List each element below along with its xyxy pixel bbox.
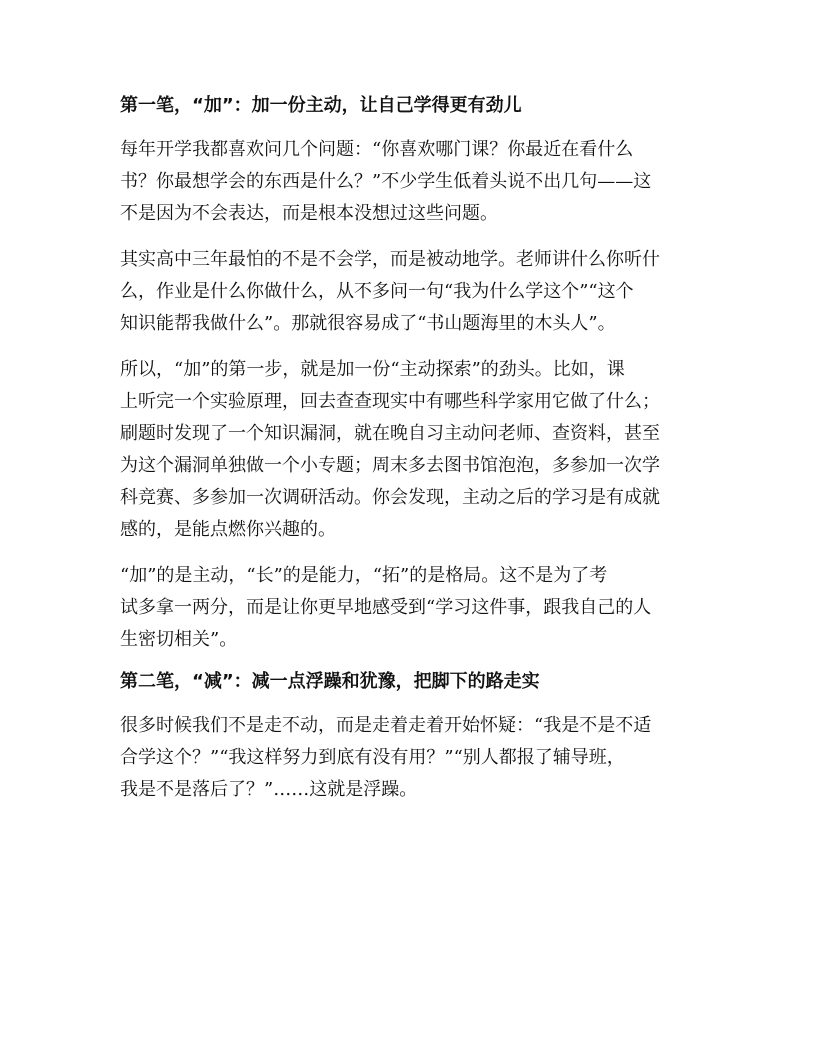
text-line: 我是不是落后了？”……这就是浮躁。 [120,779,418,800]
section-heading: 第一笔，“加”：加一份主动，让自己学得更有劲儿 [120,95,522,116]
text-line: 每年开学我都喜欢问几个问题：“你喜欢哪门课？你最近在看什么 [120,139,634,160]
paragraph [120,560,696,656]
text-line: 生密切相关”。 [120,629,238,650]
text-line: 试多拿一两分，而是让你更早地感受到“学习这件事，跟我自己的人 [120,597,652,618]
text-line: 为这个漏洞单独做一个小专题；周末多去图书馆泡泡，多参加一次学 [120,455,660,476]
text-line: 么，作业是什么你做什么，从不多问一句“我为什么学这个”“这个 [120,281,634,302]
text-line: “加”的是主动，“长”的是能力，“拓”的是格局。这不是为了考 [120,565,608,586]
text-line: 科竞赛、多参加一次调研活动。你会发现，主动之后的学习是有成就 [120,487,660,508]
document-page [120,90,696,820]
paragraph [120,244,696,340]
paragraph [120,710,696,806]
text-line: 合学这个？”“我这样努力到底有没有用？”“别人都报了辅导班， [120,747,625,768]
paragraph [120,354,696,546]
text-line: 知识能帮我做什么”。那就很容易成了“书山题海里的木头人”。 [120,313,616,334]
text-line: 感的，是能点燃你兴趣的。 [120,519,336,540]
text-line: 其实高中三年最怕的不是不会学，而是被动地学。老师讲什么你听什 [120,249,660,270]
section-2 [120,670,696,806]
text-line: 很多时候我们不是走不动，而是走着走着开始怀疑：“我是不是不适 [120,715,652,736]
text-line: 上听完一个实验原理，回去查查现实中有哪些科学家用它做了什么； [120,391,660,412]
section-heading: 第二笔，“减”：减一点浮躁和犹豫，把脚下的路走实 [120,671,540,692]
section-1 [120,94,696,656]
text-line: 不是因为不会表达，而是根本没想过这些问题。 [120,203,498,224]
paragraph [120,134,696,230]
text-line: 所以，“加”的第一步，就是加一份“主动探索”的劲头。比如，课 [120,359,625,380]
text-line: 书？你最想学会的东西是什么？”不少学生低着头说不出几句——这 [120,171,652,192]
text-line: 刷题时发现了一个知识漏洞，就在晚自习主动问老师、查资料，甚至 [120,423,660,444]
